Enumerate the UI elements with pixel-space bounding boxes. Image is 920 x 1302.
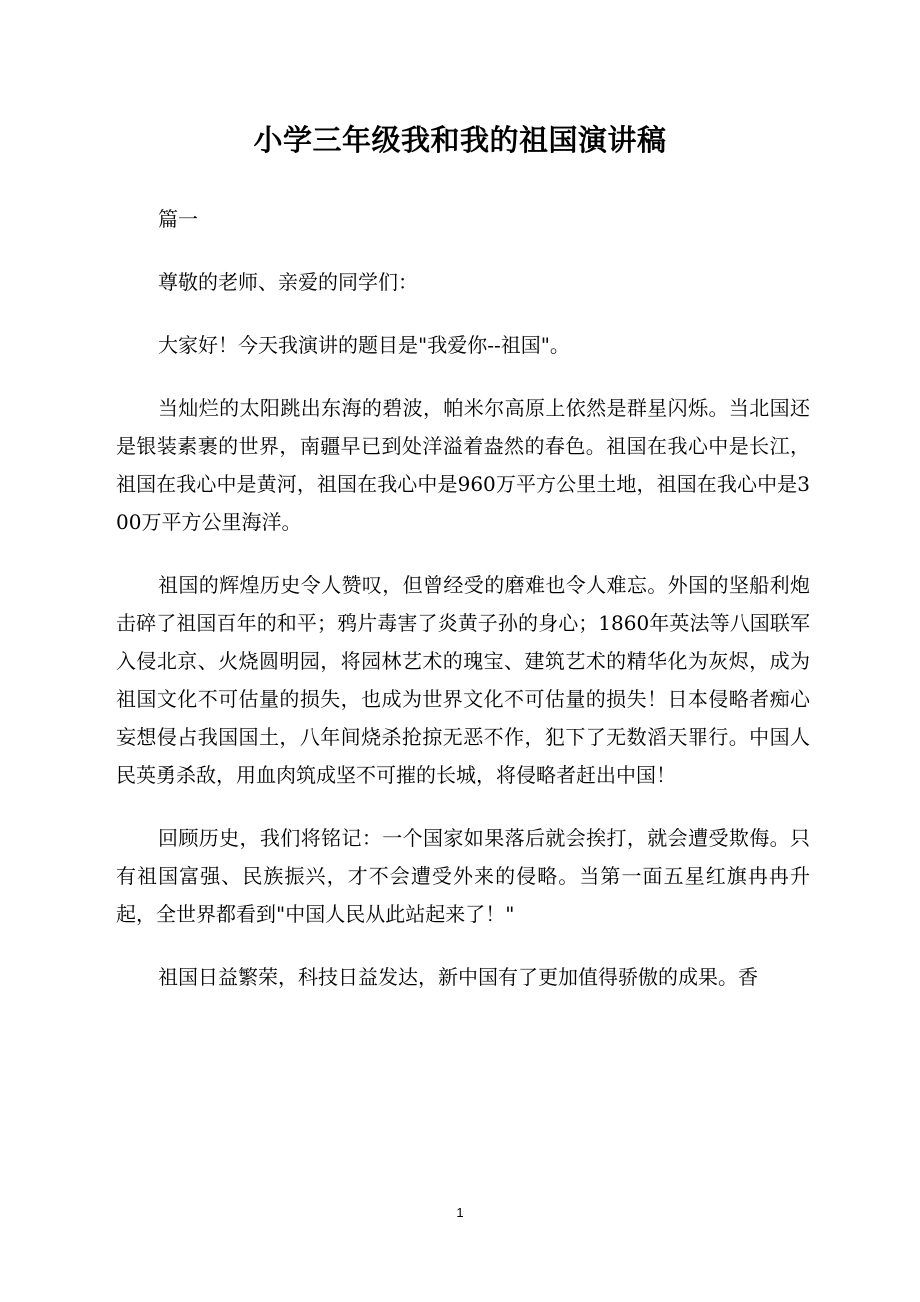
salutation: 尊敬的老师、亲爱的同学们： <box>158 270 418 294</box>
greeting-paragraph: 大家好！今天我演讲的题目是"我爱你--祖国"。 <box>158 333 570 357</box>
page-number: 1 <box>456 1205 464 1220</box>
body-paragraph: 祖国日益繁荣，科技日益发达，新中国有了更加值得骄傲的成果。香 <box>158 965 758 989</box>
document-title: 小学三年级我和我的祖国演讲稿 <box>253 123 667 157</box>
body-paragraph: 回顾历史，我们将铭记：一个国家如果落后就会挨打，就会遭受欺侮。只有祖国富强、民族振兴，才不会遭受外来的侵略。当第一面五星红旗冉冉升起，全世界都看到"中国人民从此站起来了！" <box>116 826 810 926</box>
body-paragraph: 祖国的辉煌历史令人赞叹，但曾经受的磨难也令人难忘。外国的坚船利炮击碎了祖国百年的和平；鸦片毒害了炎黄子孙的身心；1860年英法等八国联军入侵北京、火烧圆明园，将园林艺术的瑰宝、建筑艺术的精华化为灰烬，成为祖国文化不可估量的损失，也成为世界文化不可估量的损失！日本侵略者痴心妄想侵占我国国土，八年间烧杀抢掠无恶不作，犯下了无数滔天罪行。中国人民英勇杀敌，用血肉筑成坚不可摧的长城，将侵略者赶出中国！ <box>116 573 810 787</box>
section-heading: 篇一 <box>158 207 198 231</box>
document-body <box>116 200 810 1021</box>
body-paragraph: 当灿烂的太阳跳出东海的碧波，帕米尔高原上依然是群星闪烁。当北国还是银装素裹的世界，南疆早已到处洋溢着盎然的春色。祖国在我心中是长江，祖国在我心中是黄河，祖国在我心中是960万平方公里土地，祖国在我心中是300万平方公里海洋。 <box>116 396 810 534</box>
